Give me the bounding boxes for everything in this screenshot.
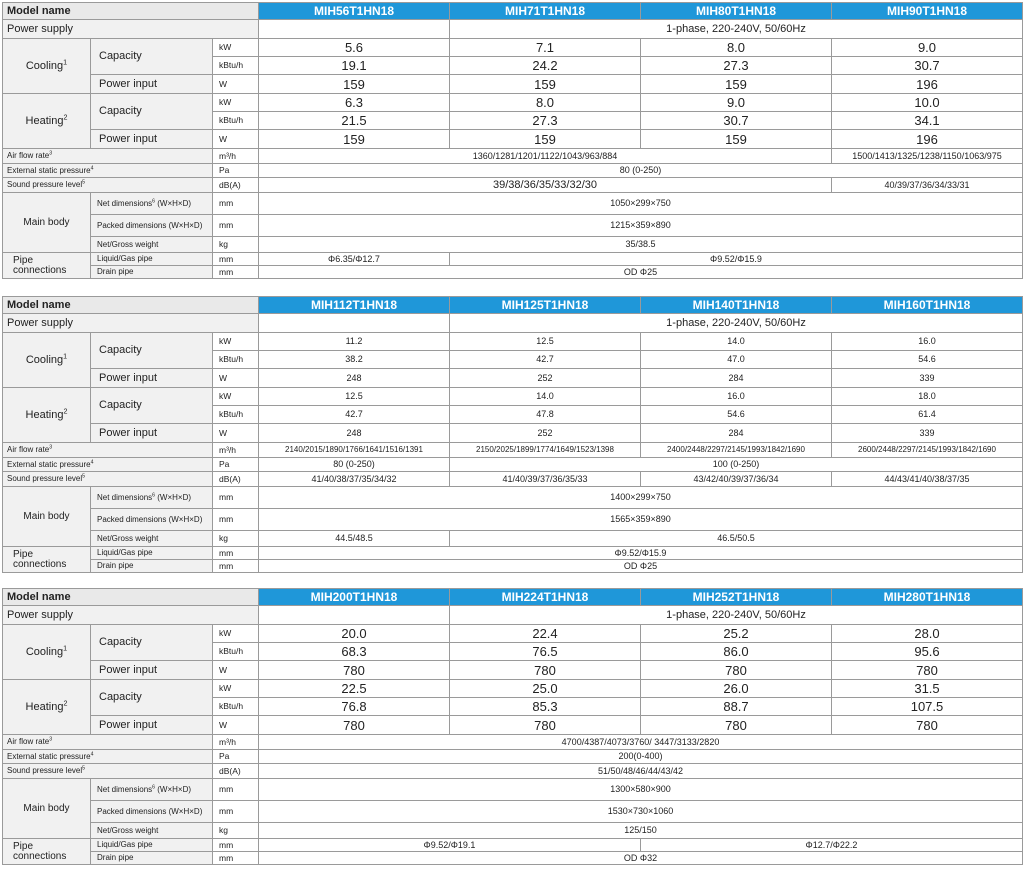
- cooling-kw-value: 20.0: [259, 625, 450, 643]
- packed-dim-label: Packed dimensions (W×H×D): [91, 801, 213, 823]
- air-flow-value: 2140/2015/1890/1766/1641/1516/1391: [259, 443, 450, 458]
- cooling-kbtu-value: 27.3: [641, 57, 832, 75]
- weight-value: 35/38.5: [259, 237, 1023, 253]
- cooling-power-value: 248: [259, 369, 450, 388]
- packed-dim-label: Packed dimensions (W×H×D): [91, 215, 213, 237]
- model-header: MIH71T1HN18: [450, 3, 641, 20]
- cooling-power-value: 780: [450, 661, 641, 680]
- unit-airflow: m³/h: [213, 735, 259, 750]
- heating-power-value: 248: [259, 424, 450, 443]
- heating-kbtu-value: 54.6: [641, 406, 832, 424]
- unit-kw: kW: [213, 680, 259, 698]
- cooling-kbtu-value: 76.5: [450, 643, 641, 661]
- power-supply-value: 1-phase, 220-240V, 50/60Hz: [450, 606, 1023, 625]
- unit-mm: mm: [213, 560, 259, 573]
- unit-w: W: [213, 130, 259, 149]
- unit-pa: Pa: [213, 750, 259, 764]
- liquid-gas-value: Φ9.52/Φ19.1: [259, 839, 641, 852]
- capacity-label: Capacity: [91, 39, 213, 75]
- cooling-kw-value: 11.2: [259, 333, 450, 351]
- cooling-kw-value: 7.1: [450, 39, 641, 57]
- power-supply-value: 1-phase, 220-240V, 50/60Hz: [450, 20, 1023, 39]
- cooling-power-value: 780: [832, 661, 1023, 680]
- liquid-gas-label: Liquid/Gas pipe: [91, 839, 213, 852]
- cooling-power-value: 780: [259, 661, 450, 680]
- heating-kw-value: 26.0: [641, 680, 832, 698]
- drain-value: OD Φ25: [259, 560, 1023, 573]
- capacity-label: Capacity: [91, 388, 213, 424]
- cooling-power-value: 252: [450, 369, 641, 388]
- heating-kbtu-value: 30.7: [641, 112, 832, 130]
- model-header: MIH200T1HN18: [259, 589, 450, 606]
- heating-power-value: 780: [259, 716, 450, 735]
- unit-kw: kW: [213, 333, 259, 351]
- unit-dba: dB(A): [213, 178, 259, 193]
- capacity-label: Capacity: [91, 94, 213, 130]
- liquid-gas-value: Φ9.52/Φ15.9: [450, 253, 1023, 266]
- heating-kw-value: 9.0: [641, 94, 832, 112]
- air-flow-value: 2400/2448/2297/2145/1993/1842/1690: [641, 443, 832, 458]
- unit-w: W: [213, 716, 259, 735]
- heating-kw-value: 18.0: [832, 388, 1023, 406]
- heating-power-value: 339: [832, 424, 1023, 443]
- cooling-kw-value: 28.0: [832, 625, 1023, 643]
- weight-label: Net/Gross weight: [91, 531, 213, 547]
- drain-label: Drain pipe: [91, 266, 213, 279]
- liquid-gas-value: Φ9.52/Φ15.9: [259, 547, 1023, 560]
- power-input-label: Power input: [91, 716, 213, 735]
- unit-kw: kW: [213, 625, 259, 643]
- air-flow-label: Air flow rate$^3$: [3, 735, 213, 750]
- cooling-kbtu-value: 47.0: [641, 351, 832, 369]
- spec-table-2: [2, 296, 1023, 573]
- power-input-label: Power input: [91, 661, 213, 680]
- cooling-kw-value: 14.0: [641, 333, 832, 351]
- esp-label: External static pressure$^4$: [3, 750, 213, 764]
- spl-value: 41/40/39/37/36/35/33: [450, 472, 641, 487]
- cooling-kbtu-value: 30.7: [832, 57, 1023, 75]
- spl-value: 51/50/48/46/44/43/42: [259, 764, 1023, 779]
- drain-label: Drain pipe: [91, 852, 213, 865]
- cooling-power-value: 159: [450, 75, 641, 94]
- esp-value: 80 (0-250): [259, 458, 450, 472]
- unit-kw: kW: [213, 94, 259, 112]
- cooling-kw-value: 9.0: [832, 39, 1023, 57]
- heating-power-value: 159: [450, 130, 641, 149]
- liquid-gas-label: Liquid/Gas pipe: [91, 253, 213, 266]
- pipe-label: Pipe connections: [3, 839, 91, 865]
- net-dim-value: 1300×580×900: [259, 779, 1023, 801]
- unit-w: W: [213, 369, 259, 388]
- heating-power-value: 252: [450, 424, 641, 443]
- packed-dim-value: 1565×359×890: [259, 509, 1023, 531]
- unit-pa: Pa: [213, 458, 259, 472]
- cooling-kw-value: 16.0: [832, 333, 1023, 351]
- esp-label: External static pressure$^4$: [3, 164, 213, 178]
- heating-kbtu-value: 42.7: [259, 406, 450, 424]
- unit-kbtu: kBtu/h: [213, 112, 259, 130]
- cooling-kw-value: 12.5: [450, 333, 641, 351]
- liquid-gas-value: Φ12.7/Φ22.2: [641, 839, 1023, 852]
- heating-power-value: 780: [641, 716, 832, 735]
- heating-kw-value: 8.0: [450, 94, 641, 112]
- heating-kw-value: 12.5: [259, 388, 450, 406]
- cooling-kbtu-value: 86.0: [641, 643, 832, 661]
- spl-value: 41/40/38/37/35/34/32: [259, 472, 450, 487]
- heating-kw-value: 6.3: [259, 94, 450, 112]
- main-body-label: Main body: [3, 193, 91, 253]
- unit-mm: mm: [213, 801, 259, 823]
- model-header: MIH252T1HN18: [641, 589, 832, 606]
- packed-dim-label: Packed dimensions (W×H×D): [91, 509, 213, 531]
- unit-w: W: [213, 75, 259, 94]
- unit-mm: mm: [213, 852, 259, 865]
- liquid-gas-value: Φ6.35/Φ12.7: [259, 253, 450, 266]
- heating-power-value: 284: [641, 424, 832, 443]
- heating-kbtu-value: 76.8: [259, 698, 450, 716]
- main-body-label: Main body: [3, 487, 91, 547]
- unit-pa: Pa: [213, 164, 259, 178]
- cooling-power-value: 159: [641, 75, 832, 94]
- cooling-kbtu-value: 68.3: [259, 643, 450, 661]
- heating-label: Heating$^2$: [3, 388, 91, 443]
- model-header: MIH112T1HN18: [259, 297, 450, 314]
- unit-mm: mm: [213, 215, 259, 237]
- unit-mm: mm: [213, 509, 259, 531]
- unit-kg: kg: [213, 237, 259, 253]
- spl-value: 43/42/40/39/37/36/34: [641, 472, 832, 487]
- cooling-power-value: 284: [641, 369, 832, 388]
- cooling-kw-value: 22.4: [450, 625, 641, 643]
- unit-mm: mm: [213, 547, 259, 560]
- weight-label: Net/Gross weight: [91, 237, 213, 253]
- cooling-power-value: 159: [259, 75, 450, 94]
- net-dim-value: 1050×299×750: [259, 193, 1023, 215]
- capacity-label: Capacity: [91, 625, 213, 661]
- unit-w: W: [213, 661, 259, 680]
- net-dim-label: Net dimensions$^6$ (W×H×D): [91, 487, 213, 509]
- power-supply-value: 1-phase, 220-240V, 50/60Hz: [450, 314, 1023, 333]
- packed-dim-value: 1530×730×1060: [259, 801, 1023, 823]
- model-header: MIH224T1HN18: [450, 589, 641, 606]
- drain-value: OD Φ25: [259, 266, 1023, 279]
- empty-cell: [259, 606, 450, 625]
- net-dim-label: Net dimensions$^6$ (W×H×D): [91, 193, 213, 215]
- capacity-label: Capacity: [91, 333, 213, 369]
- weight-value: 44.5/48.5: [259, 531, 450, 547]
- spl-label: Sound pressure level$^5$: [3, 178, 213, 193]
- heating-power-value: 780: [832, 716, 1023, 735]
- power-supply-label: Power supply: [3, 606, 259, 625]
- unit-kg: kg: [213, 823, 259, 839]
- heating-kbtu-value: 88.7: [641, 698, 832, 716]
- cooling-kbtu-value: 54.6: [832, 351, 1023, 369]
- spec-table-1: [2, 2, 1023, 279]
- heating-power-value: 780: [450, 716, 641, 735]
- model-name-label: Model name: [3, 297, 259, 314]
- heating-power-value: 196: [832, 130, 1023, 149]
- spl-label: Sound pressure level$^5$: [3, 472, 213, 487]
- air-flow-value: 1360/1281/1201/1122/1043/963/884: [259, 149, 832, 164]
- unit-kbtu: kBtu/h: [213, 406, 259, 424]
- esp-value: 100 (0-250): [450, 458, 1023, 472]
- weight-value: 125/150: [259, 823, 1023, 839]
- esp-value: 200(0-400): [259, 750, 1023, 764]
- cooling-kw-value: 8.0: [641, 39, 832, 57]
- model-name-label: Model name: [3, 3, 259, 20]
- heating-kbtu-value: 61.4: [832, 406, 1023, 424]
- heating-kw-value: 31.5: [832, 680, 1023, 698]
- unit-mm: mm: [213, 839, 259, 852]
- air-flow-label: Air flow rate$^3$: [3, 443, 213, 458]
- unit-airflow: m³/h: [213, 149, 259, 164]
- air-flow-label: Air flow rate$^3$: [3, 149, 213, 164]
- unit-mm: mm: [213, 266, 259, 279]
- model-header: MIH140T1HN18: [641, 297, 832, 314]
- cooling-kbtu-value: 42.7: [450, 351, 641, 369]
- cooling-kw-value: 25.2: [641, 625, 832, 643]
- unit-kbtu: kBtu/h: [213, 643, 259, 661]
- heating-kbtu-value: 47.8: [450, 406, 641, 424]
- pipe-label: Pipe connections: [3, 253, 91, 279]
- heating-label: Heating$^2$: [3, 94, 91, 149]
- esp-value: 80 (0-250): [259, 164, 1023, 178]
- net-dim-label: Net dimensions$^6$ (W×H×D): [91, 779, 213, 801]
- power-input-label: Power input: [91, 424, 213, 443]
- unit-kg: kg: [213, 531, 259, 547]
- cooling-power-value: 339: [832, 369, 1023, 388]
- cooling-kbtu-value: 38.2: [259, 351, 450, 369]
- unit-mm: mm: [213, 779, 259, 801]
- unit-kbtu: kBtu/h: [213, 351, 259, 369]
- unit-mm: mm: [213, 487, 259, 509]
- heating-power-value: 159: [259, 130, 450, 149]
- unit-mm: mm: [213, 253, 259, 266]
- empty-cell: [259, 314, 450, 333]
- cooling-label: Cooling$^1$: [3, 333, 91, 388]
- unit-kw: kW: [213, 388, 259, 406]
- spl-value: 40/39/37/36/34/33/31: [832, 178, 1023, 193]
- capacity-label: Capacity: [91, 680, 213, 716]
- esp-label: External static pressure$^4$: [3, 458, 213, 472]
- spl-label: Sound pressure level$^5$: [3, 764, 213, 779]
- heating-kbtu-value: 107.5: [832, 698, 1023, 716]
- net-dim-value: 1400×299×750: [259, 487, 1023, 509]
- heating-kw-value: 14.0: [450, 388, 641, 406]
- model-header: MIH56T1HN18: [259, 3, 450, 20]
- unit-dba: dB(A): [213, 764, 259, 779]
- unit-w: W: [213, 424, 259, 443]
- heating-power-value: 159: [641, 130, 832, 149]
- air-flow-value: 2600/2448/2297/2145/1993/1842/1690: [832, 443, 1023, 458]
- cooling-kbtu-value: 19.1: [259, 57, 450, 75]
- cooling-label: Cooling$^1$: [3, 625, 91, 680]
- heating-kw-value: 16.0: [641, 388, 832, 406]
- spl-value: 39/38/36/35/33/32/30: [259, 178, 832, 193]
- power-input-label: Power input: [91, 130, 213, 149]
- heating-kw-value: 25.0: [450, 680, 641, 698]
- spec-table-3: [2, 588, 1023, 865]
- air-flow-value: 2150/2025/1899/1774/1649/1523/1398: [450, 443, 641, 458]
- power-supply-label: Power supply: [3, 314, 259, 333]
- heating-kbtu-value: 27.3: [450, 112, 641, 130]
- empty-cell: [259, 20, 450, 39]
- spl-value: 44/43/41/40/38/37/35: [832, 472, 1023, 487]
- model-header: MIH160T1HN18: [832, 297, 1023, 314]
- drain-label: Drain pipe: [91, 560, 213, 573]
- power-supply-label: Power supply: [3, 20, 259, 39]
- packed-dim-value: 1215×359×890: [259, 215, 1023, 237]
- cooling-kw-value: 5.6: [259, 39, 450, 57]
- heating-kw-value: 10.0: [832, 94, 1023, 112]
- heating-kw-value: 22.5: [259, 680, 450, 698]
- model-header: MIH125T1HN18: [450, 297, 641, 314]
- heating-kbtu-value: 34.1: [832, 112, 1023, 130]
- unit-dba: dB(A): [213, 472, 259, 487]
- unit-mm: mm: [213, 193, 259, 215]
- unit-kw: kW: [213, 39, 259, 57]
- model-header: MIH90T1HN18: [832, 3, 1023, 20]
- air-flow-value: 1500/1413/1325/1238/1150/1063/975: [832, 149, 1023, 164]
- cooling-kbtu-value: 95.6: [832, 643, 1023, 661]
- weight-value: 46.5/50.5: [450, 531, 1023, 547]
- heating-kbtu-value: 85.3: [450, 698, 641, 716]
- cooling-power-value: 196: [832, 75, 1023, 94]
- model-header: MIH280T1HN18: [832, 589, 1023, 606]
- cooling-kbtu-value: 24.2: [450, 57, 641, 75]
- unit-kbtu: kBtu/h: [213, 57, 259, 75]
- unit-airflow: m³/h: [213, 443, 259, 458]
- liquid-gas-label: Liquid/Gas pipe: [91, 547, 213, 560]
- model-header: MIH80T1HN18: [641, 3, 832, 20]
- air-flow-value: 4700/4387/4073/3760/ 3447/3133/2820: [259, 735, 1023, 750]
- power-input-label: Power input: [91, 369, 213, 388]
- drain-value: OD Φ32: [259, 852, 1023, 865]
- unit-kbtu: kBtu/h: [213, 698, 259, 716]
- weight-label: Net/Gross weight: [91, 823, 213, 839]
- main-body-label: Main body: [3, 779, 91, 839]
- pipe-label: Pipe connections: [3, 547, 91, 573]
- power-input-label: Power input: [91, 75, 213, 94]
- model-name-label: Model name: [3, 589, 259, 606]
- heating-label: Heating$^2$: [3, 680, 91, 735]
- cooling-label: Cooling$^1$: [3, 39, 91, 94]
- heating-kbtu-value: 21.5: [259, 112, 450, 130]
- cooling-power-value: 780: [641, 661, 832, 680]
